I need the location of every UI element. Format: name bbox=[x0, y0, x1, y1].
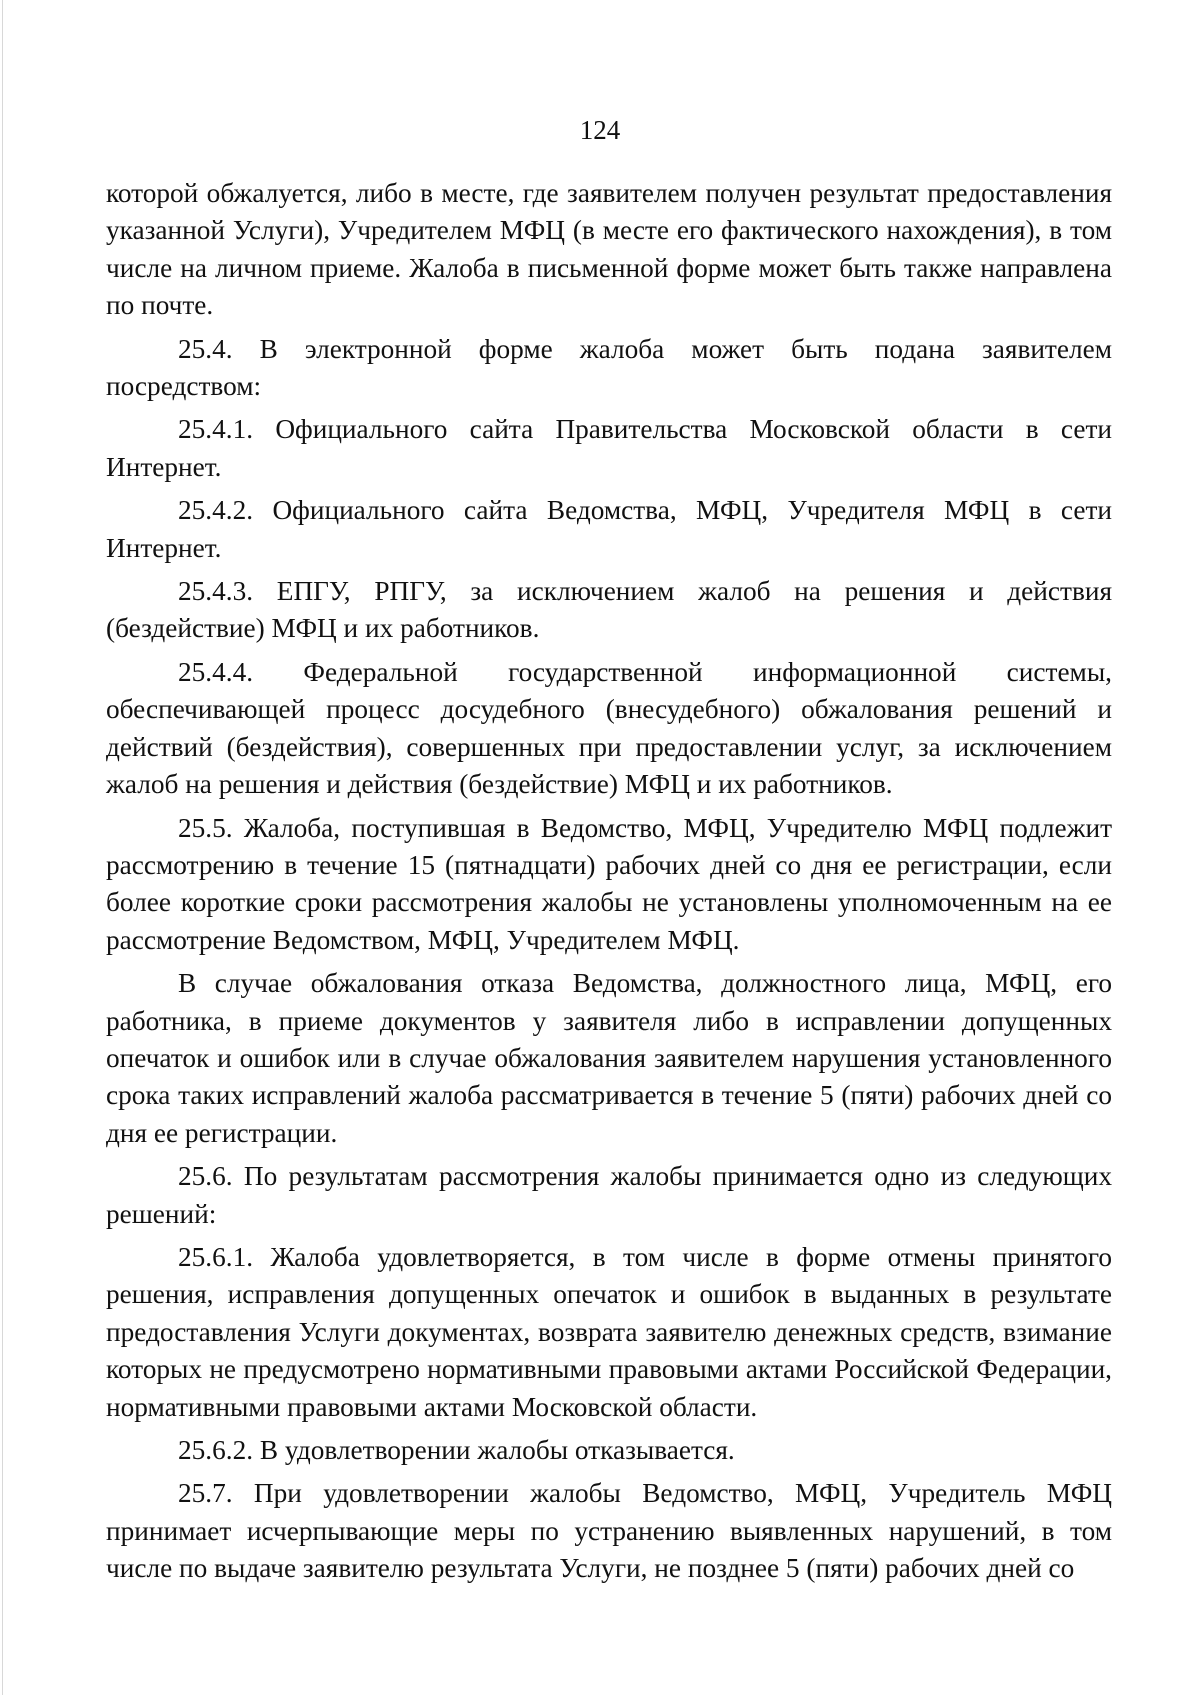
paragraph-25-4: 25.4. В электронной форме жалоба может быть подана заявителем посредством: bbox=[106, 333, 1112, 402]
document-body bbox=[106, 175, 1112, 1588]
paragraph-25-4-1: 25.4.1. Официального сайта Правительства Московской области в сети Интернет. bbox=[106, 414, 1112, 482]
paragraph-25-6-1: 25.6.1. Жалоба удовлетворяется, в том числе в форме отмены принятого решения, исправления допущенных опечаток и ошибок в выданных в результате предоставления Услуги документах, возврата заявителю денежных средств, взимание которых не предусмотрено нормативными правовыми актами Российской Федерации, нормативными правовыми актами Московской области. bbox=[106, 1241, 1112, 1422]
paragraph-continuation: которой обжалуется, либо в месте, где заявителем получен результат предоставления указанной Услуги), Учредителем МФЦ (в месте его фактического нахождения), в том числе на личном приеме. Жалоба в письменной форме может быть также направлена по почте. bbox=[106, 178, 1112, 321]
paragraph-25-5: 25.5. Жалоба, поступившая в Ведомство, МФЦ, Учредителю МФЦ подлежит рассмотрению в течение 15 (пятнадцати) рабочих дней со дня ее регистрации, если более короткие сроки рассмотрения жалобы не установлены уполномоченным на ее рассмотрение Ведомством, МФЦ, Учредителем МФЦ. bbox=[106, 812, 1112, 955]
paragraph-25-7: 25.7. При удовлетворении жалобы Ведомство, МФЦ, Учредитель МФЦ принимает исчерпывающие меры по устранению выявленных нарушений, в том числе по выдаче заявителю результата Услуги, не позднее 5 (пяти) рабочих дней со bbox=[106, 1478, 1112, 1584]
paragraph-25-5-case: В случае обжалования отказа Ведомства, должностного лица, МФЦ, его работника, в приеме документов у заявителя либо в исправлении допущенных опечаток и ошибок или в случае обжалования заявителем нарушения установленного срока таких исправлений жалоба рассматривается в течение 5 (пяти) рабочих дней со дня ее регистрации. bbox=[106, 968, 1112, 1148]
paragraph-25-6-2: 25.6.2. В удовлетворении жалобы отказывается. bbox=[178, 1435, 735, 1465]
paragraph-25-4-3: 25.4.3. ЕПГУ, РПГУ, за исключением жалоб на решения и действия (бездействие) МФЦ и их работников. bbox=[106, 576, 1112, 644]
scan-edge-line bbox=[2, 0, 3, 1695]
paragraph-25-6: 25.6. По результатам рассмотрения жалобы принимается одно из следующих решений: bbox=[106, 1161, 1112, 1229]
page-number: 124 bbox=[579, 115, 621, 145]
paragraph-25-4-2: 25.4.2. Официального сайта Ведомства, МФЦ, Учредителя МФЦ в сети Интернет. bbox=[106, 495, 1112, 563]
paragraph-25-4-4: 25.4.4. Федеральной государственной информационной системы, обеспечивающей процесс досудебного (внесудебного) обжалования решений и действий (бездействия), совершенных при предоставлении услуг, за исключением жалоб на решения и действия (бездействие) МФЦ и их работников. bbox=[106, 656, 1112, 800]
